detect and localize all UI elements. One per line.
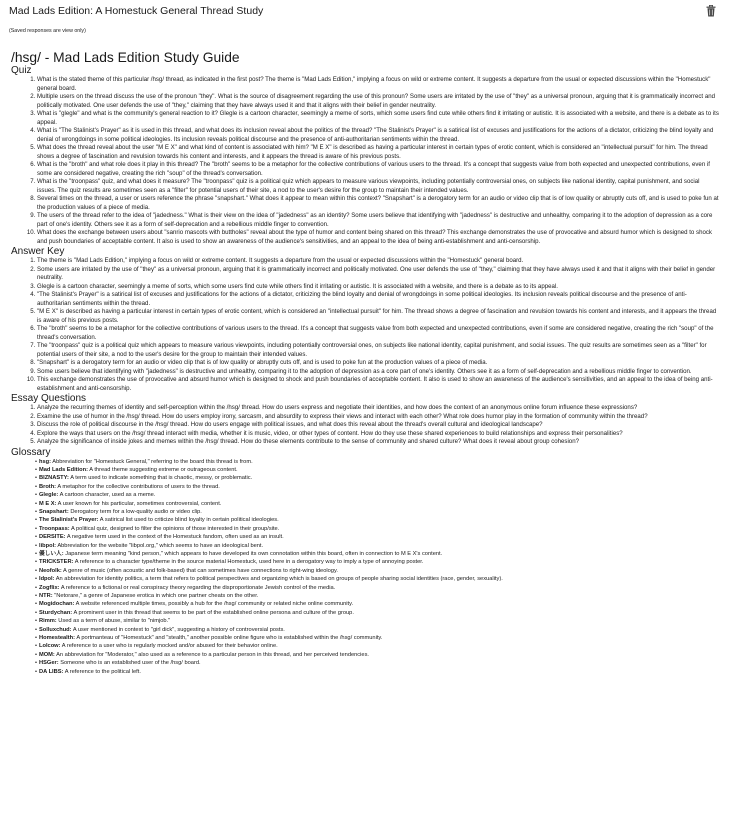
glossary-term: Sturdychan: <box>39 609 73 616</box>
glossary-item <box>35 575 720 583</box>
glossary-definition: A portmanteau of "Homestuck" and "stealth," another possible online figure who is established within the /hsg/ community. <box>76 635 383 642</box>
glossary-term: NTR: <box>39 593 53 599</box>
header-bar <box>0 0 730 22</box>
glossary-item <box>35 668 720 676</box>
trash-icon[interactable] <box>706 5 716 17</box>
page-title: /hsg/ - Mad Lads Edition Study Guide <box>11 50 240 65</box>
glossary-definition: A user mentioned in context to "girl dick", suggesting a history of controversial posts. <box>72 626 285 633</box>
glossary-term: Homestealth: <box>39 635 76 642</box>
glossary-definition: Used as a term of abuse, similar to "nimjob." <box>58 618 171 625</box>
glossary-term: Troonpass: <box>39 525 70 532</box>
glossary-item <box>35 508 720 516</box>
glossary-item <box>35 600 720 608</box>
glossary-definition: A metaphor for the collective contributions of users to the thread. <box>57 483 220 490</box>
glossary-definition: A cartoon character, used as a meme. <box>59 492 156 499</box>
essay-questions-heading: Essay Questions <box>11 393 87 404</box>
list-item: 1. Analyze the recurring themes of identity and self-perception within the /hsg/ thread. How do users express and negotiate their identities, and how does the context of an anonymous online forum influence these expressions? <box>37 404 720 413</box>
list-item: 4. "The Stalinist's Prayer" is a satirical list of excuses and justifications for the actions of a dictator, criticizing the blind loyalty and denial of wrongdoings in some political ideologies. Its inclusion reveals political discourse and the presence of anti-authoritarian sentiments within the thread. <box>37 291 720 308</box>
list-item: 3. Discuss the role of political discourse in the /hsg/ thread. How do users engage with political issues, and what does this reveal about the thread's overall cultural and ideological landscape? <box>37 421 720 430</box>
glossary-term: MOM: <box>39 651 55 658</box>
essay-questions-list <box>11 404 720 447</box>
glossary-definition: A genre of music (often acoustic and folk-based) that can sometimes have connections to right-wing ideology. <box>63 567 338 574</box>
glossary-term: Zogflix: <box>39 584 60 591</box>
list-item: 3. Glegle is a cartoon character, seemingly a meme of sorts, which some users find cute while others find it irritating or autistic. It is associated with a website, and there is a debate as to its appeal. <box>37 283 720 292</box>
list-item: 6. The "broth" seems to be a metaphor for the collective contributions of various users to the thread. It's a concept that suggests value from both expected and unexpected contributions, even if some are considered negative, creating the rich "soup" of the thread's conversation. <box>37 325 720 342</box>
glossary-item <box>35 609 720 617</box>
glossary-term: DA LIBS: <box>39 668 64 675</box>
glossary-item <box>35 567 720 575</box>
glossary-term: Snapshart: <box>39 508 69 515</box>
glossary-item <box>35 592 720 600</box>
list-item: 4. Explore the ways that users on the /hsg/ thread interact with media, whether it is music, video, or other types of content. How do they use these shared experiences to build relationships and express their personalities? <box>37 430 720 439</box>
glossary-definition: Someone who is an established user of the /hsg/ board. <box>60 660 201 667</box>
glossary-definition: A thread theme suggesting extreme or outrageous content. <box>89 466 238 473</box>
glossary-item <box>35 659 720 667</box>
glossary-definition: A political quiz, designed to filter the opinions of those interested in their group/site. <box>70 525 280 532</box>
glossary-definition: A reference to the political left. <box>64 668 141 675</box>
glossary-list <box>11 458 720 677</box>
glossary-item <box>35 584 720 592</box>
list-item: 9. Some users believe that identifying with "jadedness" is destructive and unhealthy, comparing it to the adoption of depression as a core part of one's identity. Others see it as a form of self-deprecation and a rebellious middle finger to convention. <box>37 368 720 377</box>
glossary-definition: Abbreviation for "Homestuck General," referring to the board this thread is from. <box>52 458 253 465</box>
quiz-heading: Quiz <box>11 65 32 76</box>
glossary-definition: An abbreviation for "Moderator," also used as a reference to a particular person in this thread, and her perceived tendencies. <box>56 651 370 658</box>
list-item: 1. What is the stated theme of this particular /hsg/ thread, as indicated in the first post? The theme is "Mad Lads Edition," implying a focus on wild or extreme content. It suggests a departure from the usual or expected discussions within the "Homestuck" general board. <box>37 76 720 93</box>
glossary-term: BIZNASTY: <box>39 475 69 482</box>
glossary-term: Rimm: <box>39 618 57 625</box>
answer-key-heading: Answer Key <box>11 246 65 257</box>
glossary-term: Glegle: <box>39 492 59 499</box>
view-only-notice: (Saved responses are view only) <box>9 28 86 34</box>
list-item: 5. What does the thread reveal about the user "M E X" and what kind of content is associated with him? "M E X" is described as having a particular interest in certain types of erotic content, which is considered an "intellectual pursuit" for him. The thread shows a degree of fascination and revulsion towards his content and interests, and it appears the thread is aware of his previous posts. <box>37 144 720 161</box>
glossary-item <box>35 458 720 466</box>
glossary-definition: A term used to indicate something that is chaotic, messy, or problematic. <box>70 475 253 482</box>
glossary-term: Neofolk: <box>39 567 62 574</box>
list-item: 4. What is "The Stalinist's Prayer" as it is used in this thread, and what does its inclusion reveal about the politics of the thread? "The Stalinist's Prayer" is a satirical list of excuses and justifications for the actions of a dictator, criticizing the blind loyalty and denial of wrongdoings in some political ideologies. Its inclusion reveals political discourse and the presence of anti-authoritarian sentiments within the thread. <box>37 127 720 144</box>
list-item: 1. The theme is "Mad Lads Edition," implying a focus on wild or extreme content. It suggests a departure from the usual or expected discussions within the "Homestuck" general board. <box>37 257 720 266</box>
list-item: 6. What is the "broth" and what role does it play in this thread? The "broth" seems to be a metaphor for the collective contributions of various users to the thread. It's a concept that suggests value from both expected and unexpected contributions, even if some are considered negative, creating the rich "soup" of the thread's conversation. <box>37 161 720 178</box>
glossary-heading: Glossary <box>11 446 51 458</box>
list-item: 8. Several times on the thread, a user or users reference the phrase "snapshart." What does it appear to mean within this context? "Snapshart" is a derogatory term for an audio or video clip that is of low quality or abruptly cuts off, and is used to poke fun at the production values of a piece of media. <box>37 195 720 212</box>
list-item: 5. "M E X" is described as having a particular interest in certain types of erotic content, which is considered an "intellectual pursuit" for him. The thread shows a degree of fascination and revulsion towards his content and interests, and it appears the thread is aware of his previous posts. <box>37 308 720 325</box>
glossary-term: hsg: <box>39 458 52 465</box>
list-item: 2. Multiple users on the thread discuss the use of the pronoun "they". What is the source of disagreement regarding the use of this pronoun? Some users are irritated by the use of "they" as a universal pronoun, arguing that it is grammatically incorrect and politically motivated. One user defends the use of "they," claiming that they have always used it and that it aligns with their belief in gender neutrality. <box>37 93 720 110</box>
list-item: 3. What is "glegle" and what is the community's general reaction to it? Glegle is a cartoon character, seemingly a meme of sorts, which some users find cute while others find it irritating or autistic. It is associated with a website, and there is a debate as to its appeal. <box>37 110 720 127</box>
glossary-definition: A reference to a character type/theme in the source material Homestuck, used here in a derogatory way to imply a type of annoying poster. <box>74 559 424 566</box>
glossary-item <box>35 626 720 634</box>
glossary-item <box>35 483 720 491</box>
glossary-term: Idpol: <box>39 576 55 583</box>
glossary-definition: A prominent user in this thread that seems to be part of the established online persona and culture of the group. <box>73 609 354 616</box>
list-item: 5. Analyze the significance of inside jokes and memes within the /hsg/ thread. How do these elements contribute to the sense of community and shared culture? What does it reveal about group cohesion? <box>37 438 720 447</box>
glossary-term: TRICKSTER: <box>39 559 74 566</box>
list-item: 10. This exchange demonstrates the use of provocative and absurd humor which is designed to shock and push boundaries of acceptable content. It also is used to show an awareness of the audience's sensitivities, and an appeal to the idea of being anti-establishment and anti-censorship. <box>37 376 720 393</box>
list-item: 7. What is the "troonpass" quiz, and what does it measure? The "troonpass" quiz is a political quiz which appears to measure various viewpoints, including potentially controversial ones, on subjects like national identity, capital punishment, and social issues. The quiz results are sometimes seen as a "filter" for potential users of their site, a nod to the user's desire for the group to maintain their intended values. <box>37 178 720 195</box>
list-item: 2. Examine the use of humor in the /hsg/ thread. How do users employ irony, sarcasm, and absurdity to express their views and interact with each other? What role does humor play in the formation of community within the thread? <box>37 413 720 422</box>
glossary-definition: "Netorare," a genre of Japanese erotica in which one partner cheats on the other. <box>54 593 259 599</box>
glossary-item <box>35 550 720 558</box>
glossary-term: The Stalinist's Prayer: <box>39 517 99 524</box>
glossary-item <box>35 500 720 508</box>
glossary-definition: A satirical list used to criticize blind loyalty in certain political ideologies. <box>99 517 279 524</box>
list-item: 2. Some users are irritated by the use of "they" as a universal pronoun, arguing that it is grammatically incorrect and politically motivated. One user defends the use of "they," claiming that they have always used it and that it aligns with their belief in gender neutrality. <box>37 266 720 283</box>
glossary-term: 優しい人: <box>39 550 64 557</box>
glossary-term: DERSITE: <box>39 534 66 541</box>
glossary-definition: A website referenced multiple times, possibly a hub for the /hsg/ community or related niche online community. <box>75 601 354 608</box>
glossary-item <box>35 651 720 659</box>
glossary-item <box>35 542 720 550</box>
glossary-term: HSGer: <box>39 660 59 667</box>
document-title: Mad Lads Edition: A Homestuck General Thread Study <box>9 5 264 17</box>
list-item: 8. "Snapshart" is a derogatory term for an audio or video clip that is of low quality or abruptly cuts off, and is used to poke fun at the production values of a piece of media. <box>37 359 720 368</box>
glossary-item <box>35 474 720 482</box>
glossary-item <box>35 558 720 566</box>
glossary-term: Broth: <box>39 483 57 490</box>
glossary-definition: A reference to a fictional or real conspiracy theory regarding the disproportionate Jewish control of the media. <box>60 584 336 591</box>
glossary-definition: A user known for his particular, sometimes controversial, content. <box>57 500 222 507</box>
glossary-item <box>35 533 720 541</box>
glossary-term: Lolcow: <box>39 643 61 650</box>
glossary-term: Mad Lads Edition: <box>39 466 88 473</box>
glossary-item <box>35 634 720 642</box>
list-item: 10. What does the exchange between users about "sanrio mascots with buttholes" reveal about the type of humor and content being shared on this thread? This exchange demonstrates the use of provocative and absurd humor which is designed to shock and push boundaries of acceptable content. It also is used to show an awareness of the audience's sensitivities, and an appeal to the idea of being anti-establishment and anti-censorship. <box>37 229 720 246</box>
glossary-definition: Japanese term meaning "kind person," which appears to have developed its own connotation within this board, often in connection to M E X's content. <box>65 550 443 557</box>
quiz-list <box>11 76 720 246</box>
glossary-item <box>35 491 720 499</box>
glossary-term: Mogidochan: <box>39 601 75 608</box>
answer-key-list <box>11 257 720 393</box>
glossary-item <box>35 642 720 650</box>
study-guide <box>0 37 730 676</box>
glossary-item <box>35 466 720 474</box>
list-item: 7. The "troonpass" quiz is a political quiz which appears to measure various viewpoints, including potentially controversial ones, on subjects like national identity, capital punishment, and social issues. The quiz results are sometimes seen as a "filter" for potential users of their site, a nod to the user's desire for the group to maintain their intended values. <box>37 342 720 359</box>
glossary-term: Solluxchud: <box>39 626 72 633</box>
glossary-definition: Abbreviation for the website "libpol.org," which seems to have an ideological bent. <box>57 542 264 549</box>
glossary-term: libpol: <box>39 542 57 549</box>
glossary-definition: Derogatory term for a low-quality audio or video clip. <box>70 508 202 515</box>
glossary-definition: An abbreviation for identity politics, a term that refers to political perspectives and organizing which is based on groups of people sharing social identities (race, gender, sexuality). <box>55 576 503 583</box>
list-item: 9. The users of the thread refer to the idea of "jadedness." What is their view on the idea of "jadedness" as an identity? Some users believe that identifying with "jadedness" is destructive and unhealthy, comparing it to the adoption of depression as a core part of one's identity. Others see it as a form of self-deprecation and a rebellious middle finger to convention. <box>37 212 720 229</box>
glossary-definition: A reference to a user who is regularly mocked and/or abused for their behavior online. <box>61 643 278 650</box>
glossary-item <box>35 516 720 524</box>
glossary-term: M E X: <box>39 500 57 507</box>
glossary-item <box>35 525 720 533</box>
glossary-item <box>35 617 720 625</box>
glossary-definition: A negative term used in the context of the Homestuck fandom, often used as an insult. <box>66 534 284 541</box>
